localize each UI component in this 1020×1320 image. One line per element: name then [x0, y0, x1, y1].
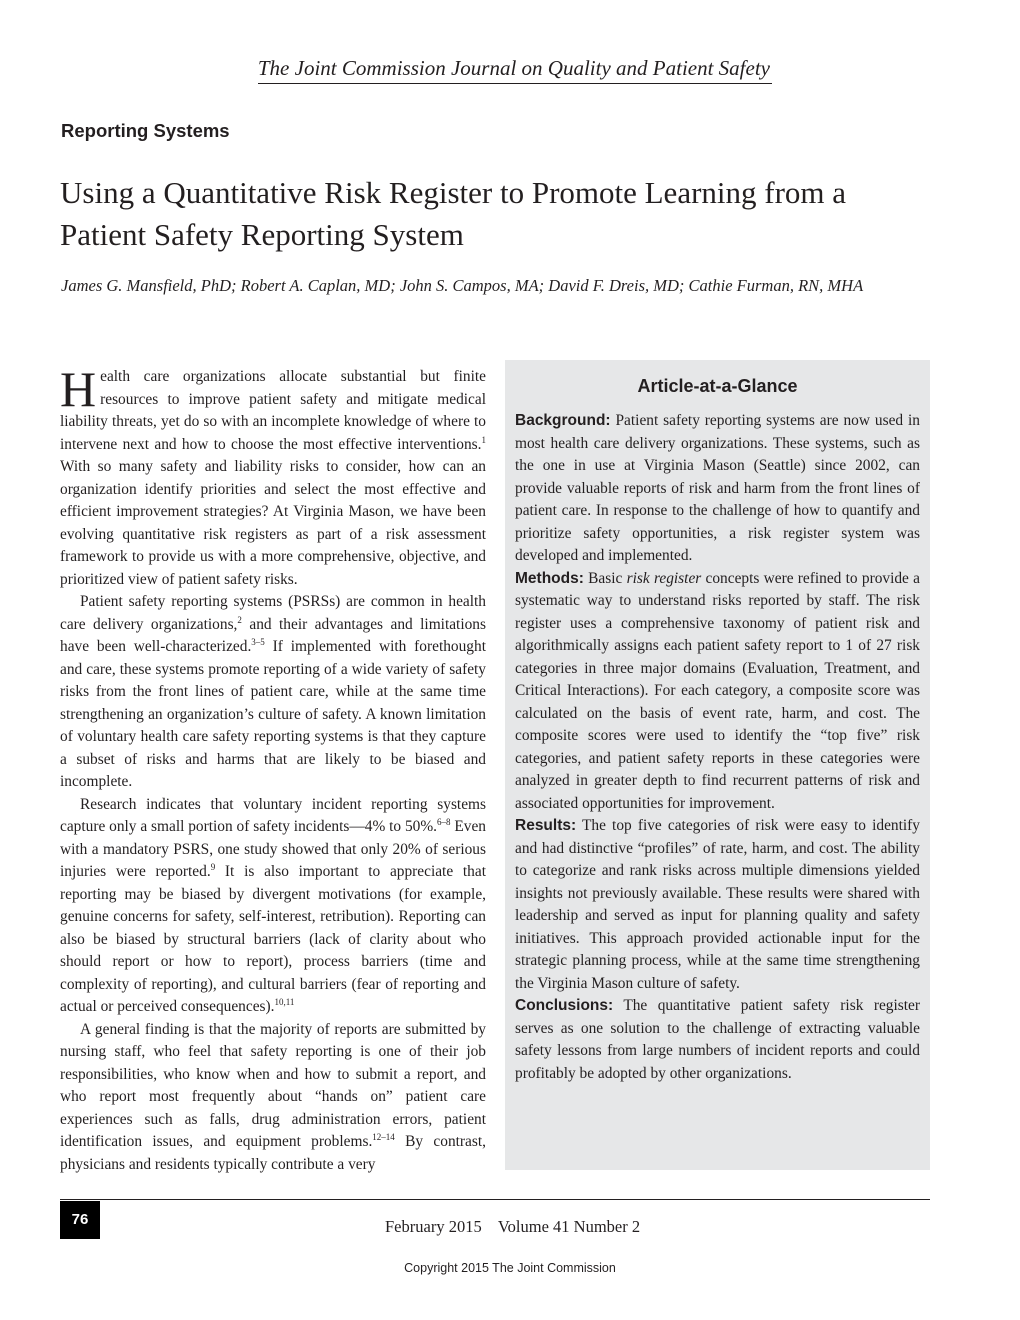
glance-conclusions	[515, 995, 920, 1085]
reference-superscript: 3–5	[251, 636, 265, 647]
section-label: Reporting Systems	[61, 120, 230, 141]
body-paragraph-4	[60, 1019, 486, 1177]
paragraph-text: It is also important to appreciate that reporting may be biased by divergent motivations (for example, genuine concerns for safety, self-interest, retribution). Reporting can also be biased by structural barriers (lack of clarity about who should report or how to report), process barriers (time and complexity of reporting), and cultural barriers (fear of reporting and actual or perceived consequences).	[60, 863, 486, 1015]
results-heading: Results:	[515, 817, 577, 834]
reference-superscript: 2	[237, 614, 242, 625]
methods-text: concepts were refined to provide a systematic way to understand risks reported by staff. The risk register uses a comprehensive taxonomy of patient risk and algorithmically assigns each patient safety report to 1 of 27 risk categories in three major domains (Evaluation, Treatment, and Critical Interactions). For each category, a composite score was calculated on the basis of event rate, harm, and cost. The composite scores were used to identify the “top five” risk categories, and patient safety reports in these categories were analyzed in greater depth to find recurrent patterns of risk and associated opportunities for improvement.	[515, 569, 920, 812]
article-at-a-glance-box	[505, 360, 930, 1170]
body-text-column	[60, 361, 486, 1176]
reference-superscript: 10,11	[274, 996, 295, 1007]
body-paragraph-1	[60, 361, 486, 591]
author-list: James G. Mansfield, PhD; Robert A. Caplan, MD; John S. Campos, MA; David F. Dreis, MD; Cathie Furman, RN, MHA	[61, 276, 864, 295]
journal-title: The Joint Commission Journal on Quality and Patient Safety	[258, 56, 772, 84]
results-text: The top five categories of risk were easy to identify and had distinctive “profiles” of rate, harm, and cost. The ability to categorize and rank risks across multiple dimensions yielded insights not previously available. These results were shared with leadership and served as input for planning quality and safety initiatives. This approach provided actionable input for the strategic planning process, while at the same time strengthening the Virginia Mason culture of safety.	[515, 817, 920, 992]
body-paragraph-3	[60, 794, 486, 1019]
background-text: Patient safety reporting systems are now used in most health care delivery organizations. These systems, such as the one in use at Virginia Mason (Seattle) since 2002, can provide valuable reports of risk and harm from the front lines of patient care. In response to the challenge of how to quantify and prioritize safety opportunities, a risk register system was developed and implemented.	[515, 412, 920, 564]
paragraph-text: If implemented with forethought and care, these systems promote reporting of a wide variety of safety risks from the front lines of patient care, while at the same time strengthening an organization’s culture of safety. A known limitation of voluntary health care safety reporting systems is that they capture a subset of risks and harms that are likely to be biased and incomplete.	[60, 638, 486, 790]
glance-title: Article-at-a-Glance	[637, 376, 798, 396]
body-paragraph-2	[60, 591, 486, 794]
copyright-notice: Copyright 2015 The Joint Commission	[404, 1261, 616, 1275]
methods-heading: Methods:	[515, 569, 584, 587]
paragraph-text: Even with a mandatory PSRS, one study showed that only 20% of serious injuries were reported.	[60, 818, 486, 880]
issue-info: February 2015 Volume 41 Number 2	[385, 1217, 641, 1236]
paragraph-text: Patient safety reporting systems (PSRSs) are common in health care delivery organizations,	[60, 593, 486, 633]
glance-methods	[515, 568, 920, 816]
conclusions-text: The quantitative patient safety risk register serves as one solution to the challenge of extracting valuable safety lessons from large numbers of incident reports and could profitably be adopted by other organizations.	[515, 997, 920, 1082]
glance-results	[515, 815, 920, 995]
paragraph-text: Research indicates that voluntary incident reporting systems capture only a small portion of safety incidents—4% to 50%.	[60, 795, 486, 835]
paragraph-text: With so many safety and liability risks to consider, how can an organization identify priorities and select the most effective and efficient improvement strategies? At Virginia Mason, we have been evolving quantitative risk registers as part of a risk assessment framework to provide us with a more comprehensive, objective, and prioritized view of patient safety risks.	[60, 458, 486, 588]
methods-emphasis: risk register	[626, 569, 702, 587]
paragraph-text: and their advantages and limitations have been well-characterized.	[60, 615, 486, 655]
paragraph-text: ealth care organizations allocate substantial but finite resources to improve patient safety and mitigate medical liability threats, yet do so with an incomplete knowledge of where to intervene next and how to choose the most effective interventions.	[60, 368, 486, 453]
paragraph-text: A general finding is that the majority of reports are submitted by nursing staff, who feel that safety reporting is one of their job responsibilities, who know when and how to submit a report, and who report most frequently about “hands on” patient care experiences such as falls, drug administration errors, patient identification issues, and equipment problems.	[60, 1020, 486, 1150]
glance-background	[515, 410, 920, 568]
paragraph-text: By contrast, physicians and residents typically contribute a very	[60, 1133, 486, 1173]
drop-cap: H	[60, 361, 97, 417]
reference-superscript: 9	[210, 861, 216, 872]
footer-divider	[60, 1199, 930, 1200]
article-title: Using a Quantitative Risk Register to Promote Learning from a Patient Safety Reporting System	[60, 175, 847, 252]
background-heading: Background:	[515, 412, 611, 429]
methods-text: Basic	[583, 569, 627, 587]
reference-superscript: 12–14	[372, 1131, 395, 1142]
reference-superscript: 1	[481, 434, 486, 445]
journal-header	[0, 56, 990, 84]
reference-superscript: 6–8	[437, 816, 451, 827]
conclusions-heading: Conclusions:	[515, 997, 614, 1014]
page-number: 76	[60, 1201, 100, 1239]
